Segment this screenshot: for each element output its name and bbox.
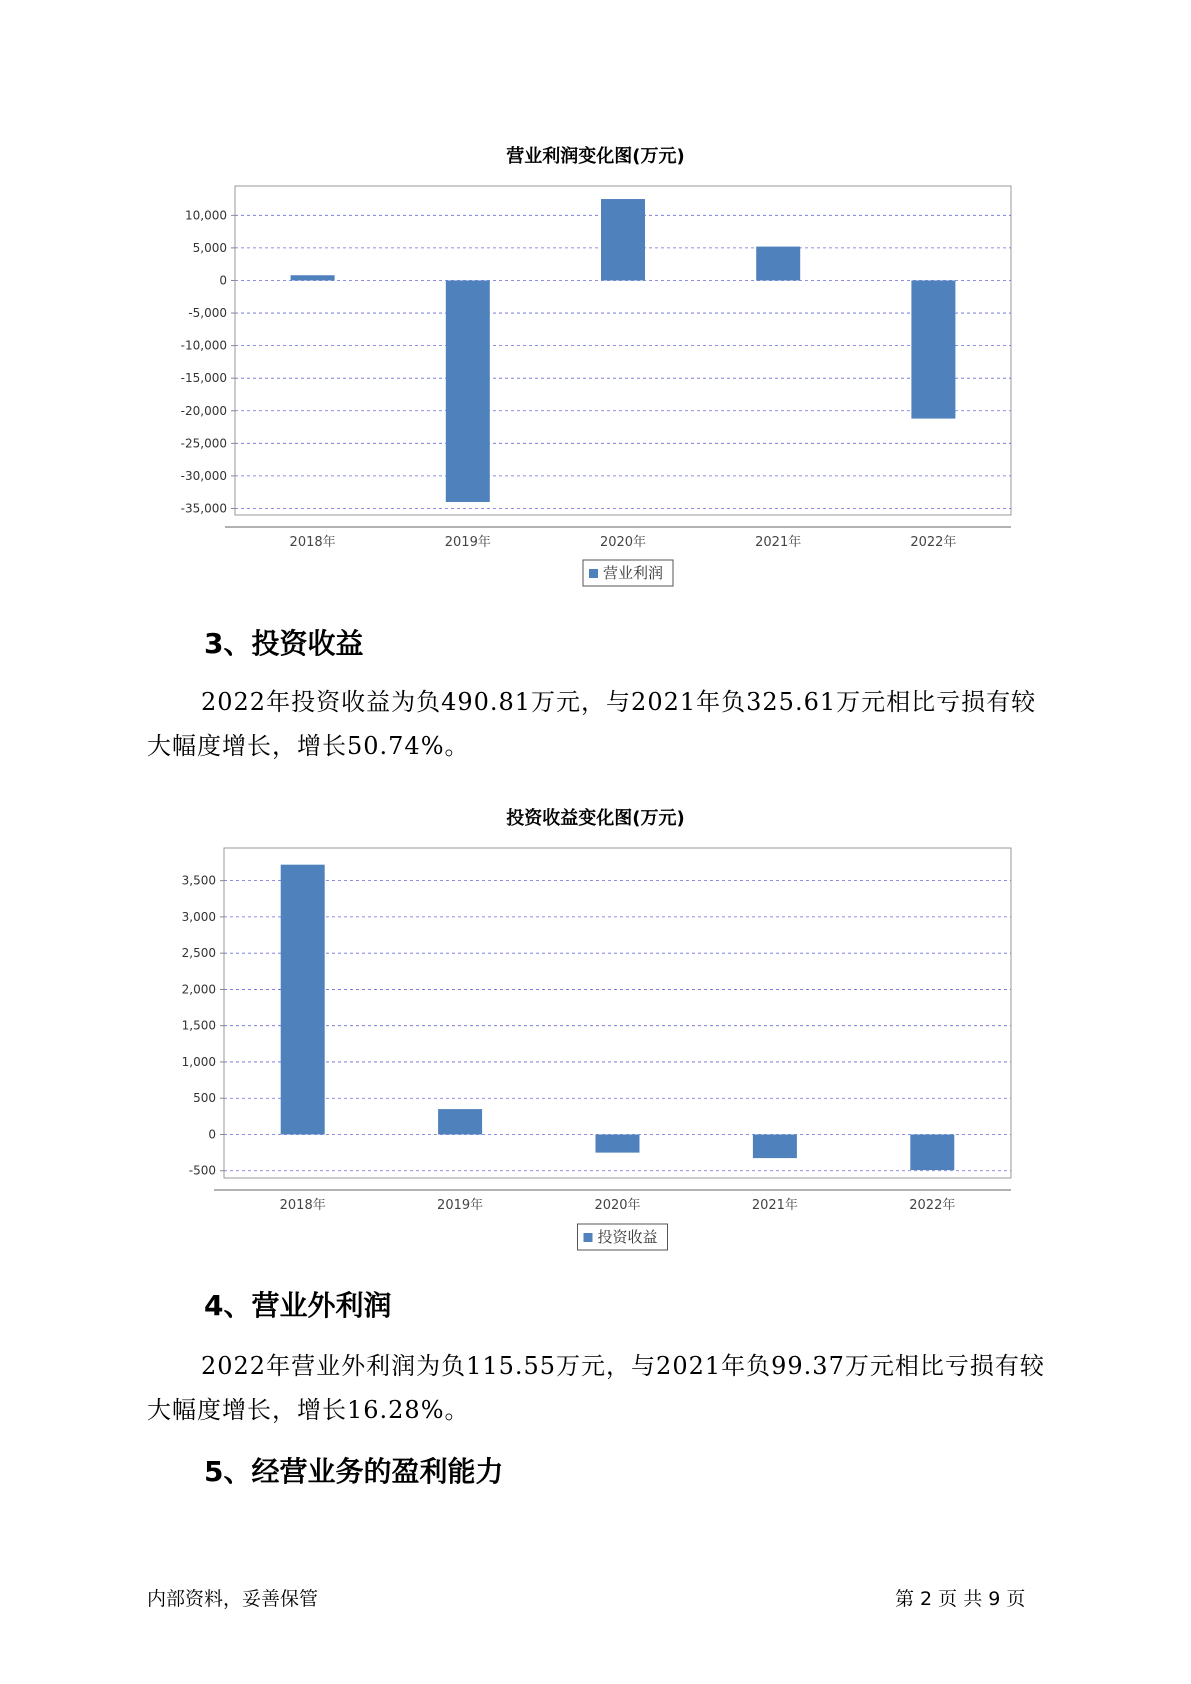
x-tick-label: 2021年 xyxy=(751,1198,798,1213)
y-tick-label: 1,000 xyxy=(181,1054,216,1069)
y-tick-label: 3,500 xyxy=(181,873,216,888)
chart1-title: 营业利润变化图(万元) xyxy=(506,146,685,167)
bar-2018年 xyxy=(281,865,325,1135)
bar-2021年 xyxy=(753,1134,797,1158)
x-tick-label: 2019年 xyxy=(444,535,491,550)
y-tick-label: -15,000 xyxy=(180,371,227,386)
section-3-text: 2022年投资收益为负490.81万元，与2021年负325.61万元相比亏损有较大幅度增长，增长50.74%。 xyxy=(147,688,1037,760)
legend-label: 营业利润 xyxy=(603,564,664,582)
y-tick-label: 0 xyxy=(219,273,227,288)
legend-swatch xyxy=(584,1233,593,1242)
y-tick-label: -5,000 xyxy=(188,306,227,321)
y-tick-label: 3,000 xyxy=(181,909,216,924)
x-tick-label: 2021年 xyxy=(755,535,802,550)
x-tick-label: 2018年 xyxy=(279,1198,326,1213)
y-tick-label: -35,000 xyxy=(180,501,227,516)
x-tick-label: 2020年 xyxy=(594,1198,641,1213)
section-4-text: 2022年营业外利润为负115.55万元，与2021年负99.37万元相比亏损有较大幅度增长，增长16.28%。 xyxy=(147,1352,1045,1424)
y-tick-label: 10,000 xyxy=(185,208,227,223)
y-tick-label: 0 xyxy=(208,1127,216,1142)
x-tick-label: 2022年 xyxy=(909,1198,956,1213)
y-tick-label: 2,500 xyxy=(181,946,216,961)
x-tick-label: 2019年 xyxy=(437,1198,484,1213)
section-3-heading: 3、投资收益 xyxy=(204,627,364,660)
x-tick-label: 2018年 xyxy=(289,535,336,550)
bar-2022年 xyxy=(910,1134,954,1170)
y-tick-label: -25,000 xyxy=(180,436,227,451)
y-tick-label: 2,000 xyxy=(181,982,216,997)
x-tick-label: 2020年 xyxy=(599,535,647,550)
y-tick-label: -20,000 xyxy=(180,403,227,418)
y-tick-label: 1,500 xyxy=(181,1018,216,1033)
bar-2020年 xyxy=(596,1134,640,1152)
footer-confidential: 内部资料，妥善保管 xyxy=(147,1588,319,1610)
bar-2019年 xyxy=(438,1109,482,1134)
y-tick-label: 5,000 xyxy=(192,240,227,255)
section-5-heading: 5、经营业务的盈利能力 xyxy=(204,1455,504,1488)
chart2-title: 投资收益变化图(万元) xyxy=(506,808,685,829)
footer-page-number: 第 2 页 共 9 页 xyxy=(895,1588,1026,1610)
y-tick-label: -10,000 xyxy=(180,338,227,353)
y-tick-label: -500 xyxy=(188,1163,216,1178)
y-tick-label: -30,000 xyxy=(180,468,227,483)
plot-frame xyxy=(224,848,1011,1178)
x-tick-label: 2022年 xyxy=(910,535,957,550)
y-tick-label: 500 xyxy=(193,1091,216,1106)
section-4-heading: 4、营业外利润 xyxy=(204,1289,392,1322)
legend-label: 投资收益 xyxy=(597,1228,658,1246)
